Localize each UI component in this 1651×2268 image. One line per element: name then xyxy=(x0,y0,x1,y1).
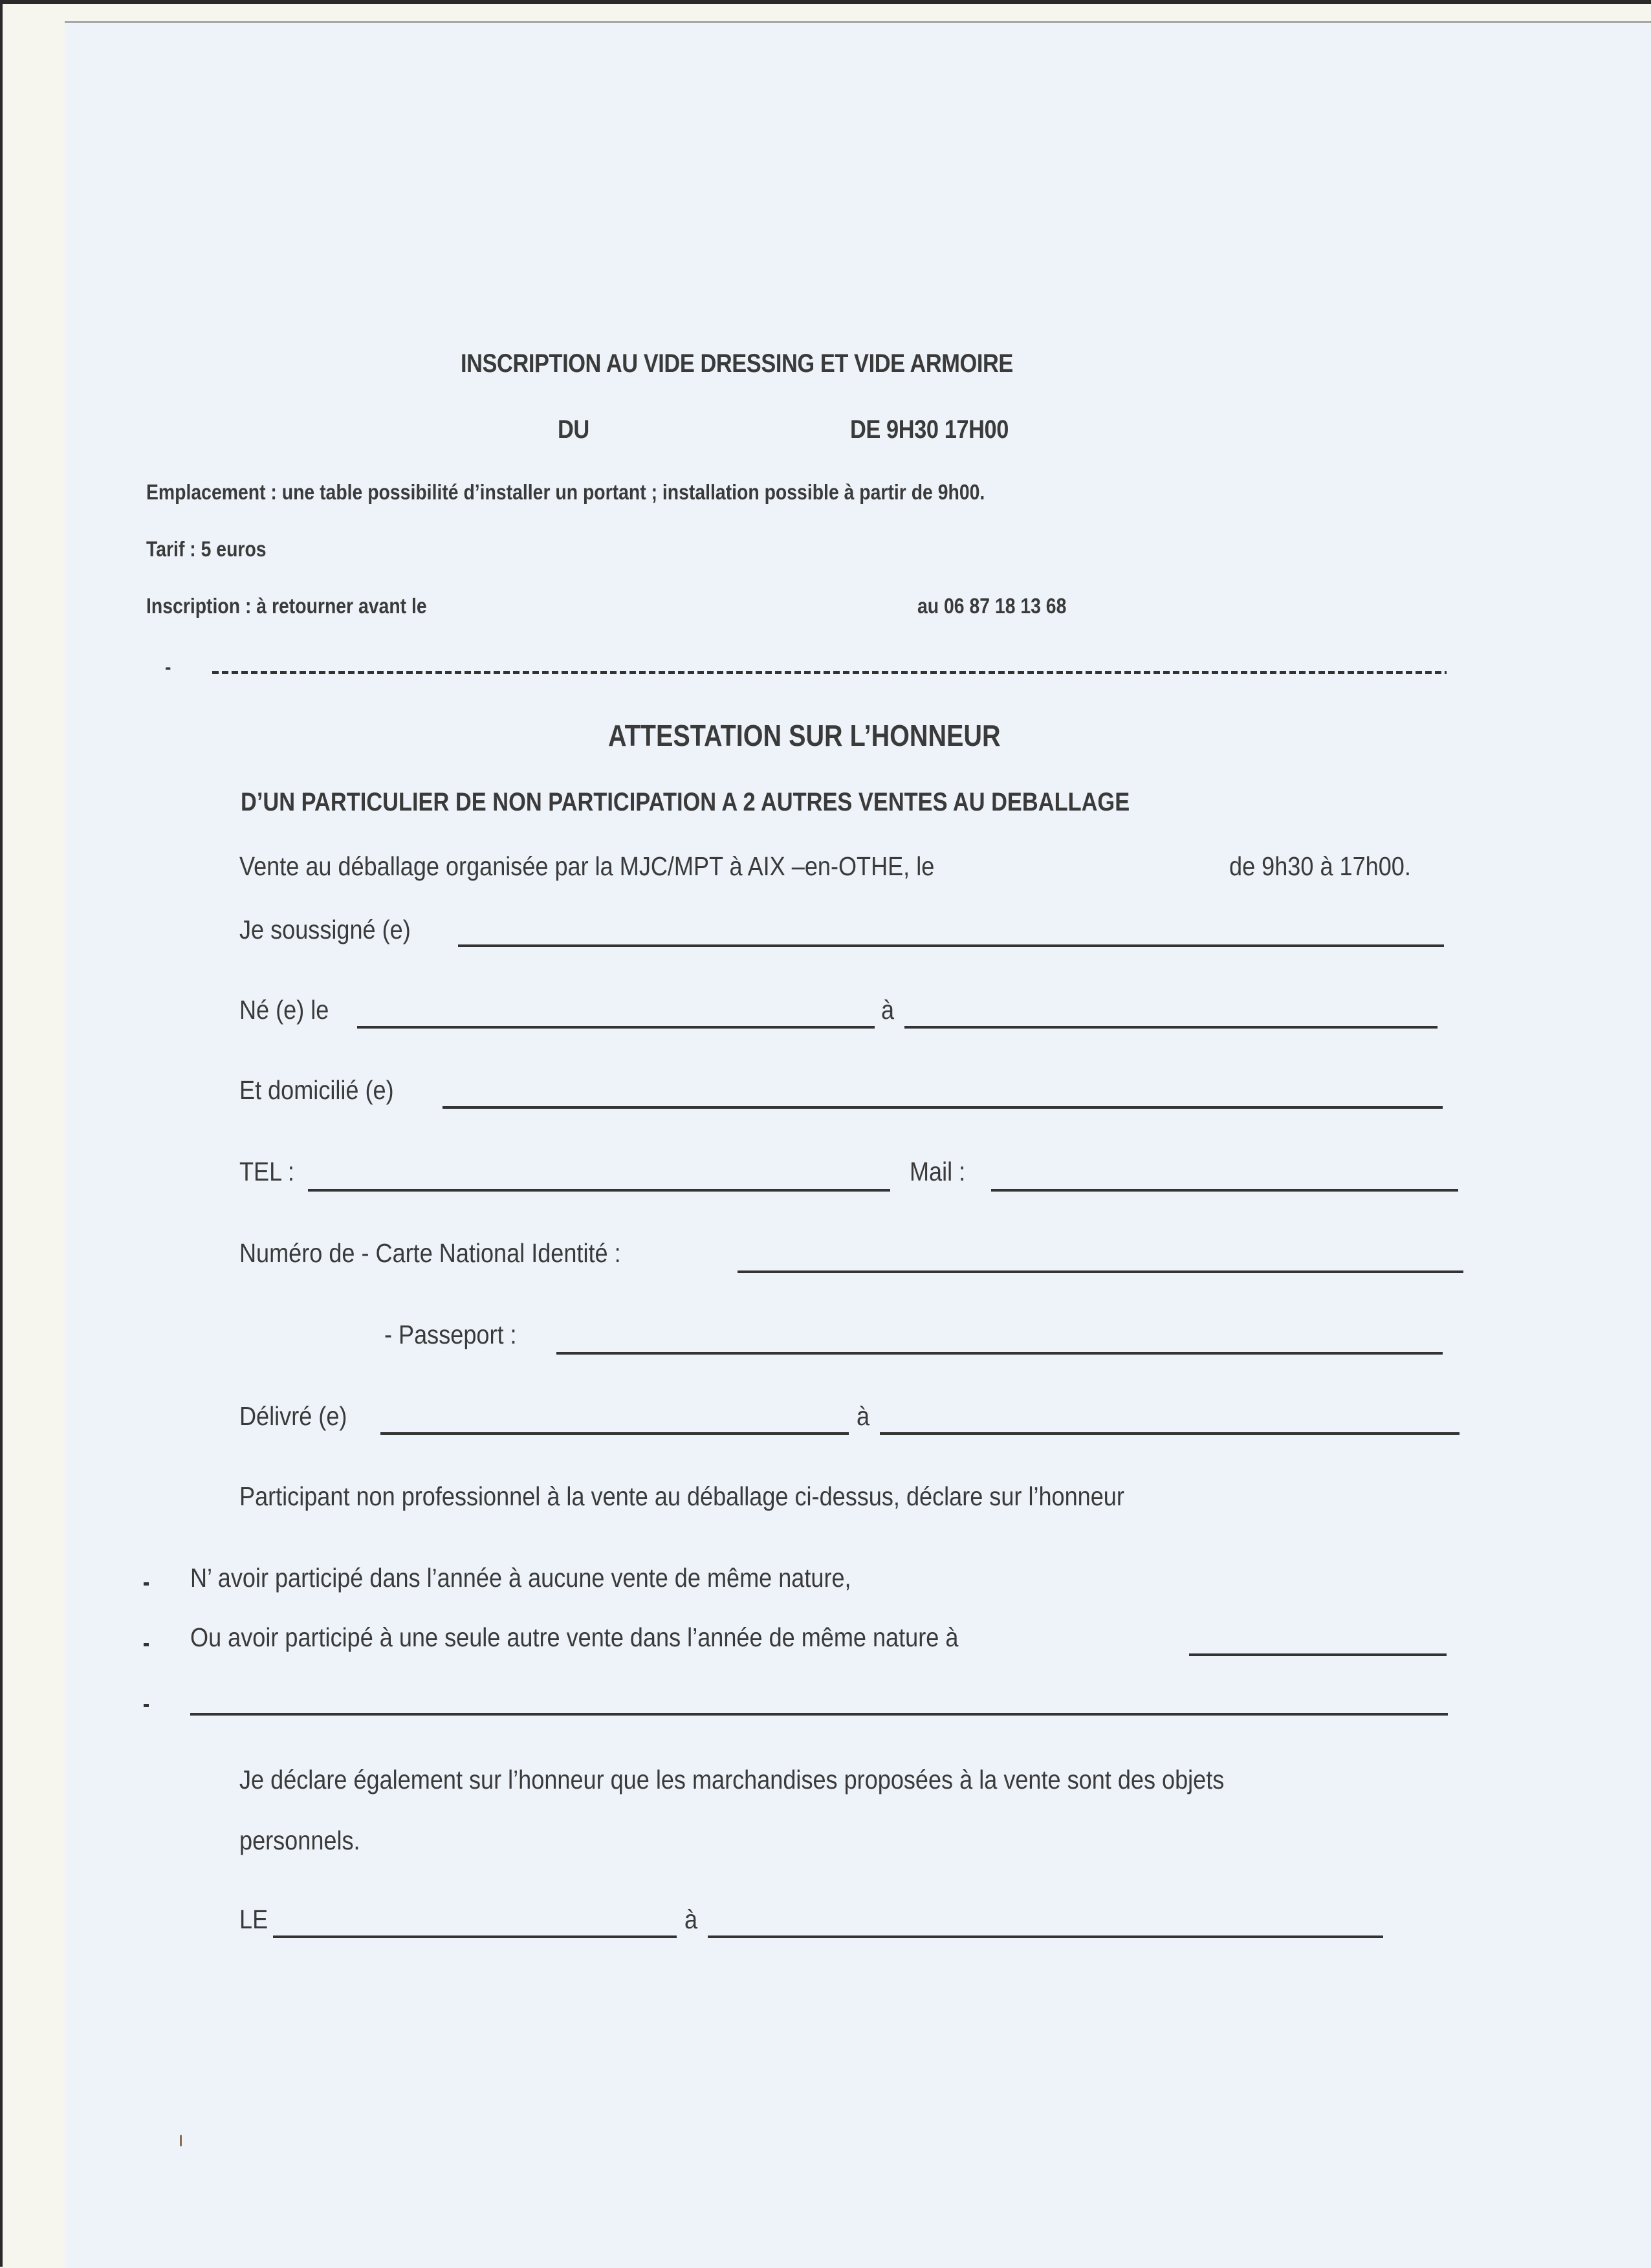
option-bullet xyxy=(144,1704,149,1707)
birth-date-label: Né (e) le xyxy=(239,995,329,1025)
address-label: Et domicilié (e) xyxy=(239,1075,394,1105)
signature-date-field[interactable] xyxy=(273,1935,677,1938)
sale-hours: de 9h30 à 17h00. xyxy=(1229,851,1411,881)
tel-label: TEL : xyxy=(239,1157,294,1186)
emplacement-text: Emplacement : une table possibilité d’installer un portant ; installation possible à partir de 9h00. xyxy=(146,480,985,504)
cut-separator-line xyxy=(212,671,1447,674)
date-prefix: DU xyxy=(558,415,589,444)
passport-field[interactable] xyxy=(556,1352,1443,1355)
mail-field[interactable] xyxy=(991,1189,1458,1192)
other-sale-place-field[interactable] xyxy=(1189,1653,1447,1656)
issued-date-field[interactable] xyxy=(380,1432,849,1435)
option-one-participation: Ou avoir participé à une seule autre vente dans l’année de même nature à xyxy=(190,1622,959,1652)
option-bullet xyxy=(144,1582,149,1586)
option-bullet xyxy=(144,1643,149,1646)
signature-place-field[interactable] xyxy=(708,1935,1383,1938)
mail-label: Mail : xyxy=(910,1157,966,1186)
birth-date-field[interactable] xyxy=(357,1026,875,1029)
option-no-participation: N’ avoir participé dans l’année à aucune vente de même nature, xyxy=(190,1563,851,1593)
birth-place-label: à xyxy=(881,995,895,1025)
event-hours: DE 9H30 17H00 xyxy=(850,415,1009,444)
id-card-field[interactable] xyxy=(738,1270,1463,1273)
issued-date-label: Délivré (e) xyxy=(239,1401,347,1431)
issued-place-field[interactable] xyxy=(880,1432,1460,1435)
soussigne-label: Je soussigné (e) xyxy=(239,915,411,944)
inscription-text: Inscription : à retourner avant le xyxy=(146,594,427,618)
attestation-title: ATTESTATION SUR L’HONNEUR xyxy=(608,719,1001,752)
scan-edge-left xyxy=(0,0,3,2267)
closing-statement-line2: personnels. xyxy=(239,1826,360,1855)
soussigne-field[interactable] xyxy=(458,944,1444,947)
scan-edge-top xyxy=(0,0,1651,4)
separator-bullet: - xyxy=(165,655,171,679)
closing-statement-line1: Je déclare également sur l’honneur que les marchandises proposées à la vente sont des objets xyxy=(239,1765,1225,1794)
phone-number: au 06 87 18 13 68 xyxy=(917,594,1067,618)
signature-date-label: LE xyxy=(239,1904,268,1934)
tarif-text: Tarif : 5 euros xyxy=(146,537,267,561)
id-card-label: Numéro de - Carte National Identité : xyxy=(239,1238,621,1268)
page-title: INSCRIPTION AU VIDE DRESSING ET VIDE ARMOIRE xyxy=(461,349,1013,378)
declaration-text: Participant non professionnel à la vente au déballage ci-dessus, déclare sur l’honneur xyxy=(239,1481,1124,1511)
attestation-subtitle: D’UN PARTICULIER DE NON PARTICIPATION A 2 AUTRES VENTES AU DEBALLAGE xyxy=(241,788,1130,816)
option-extra-field[interactable] xyxy=(190,1713,1448,1716)
passport-label: - Passeport : xyxy=(384,1320,517,1349)
issued-place-label: à xyxy=(857,1401,870,1431)
signature-place-label: à xyxy=(684,1904,698,1934)
scan-speck xyxy=(180,2135,182,2146)
address-field[interactable] xyxy=(443,1106,1443,1109)
birth-place-field[interactable] xyxy=(904,1026,1438,1029)
sale-intro: Vente au déballage organisée par la MJC/MPT à AIX –en-OTHE, le xyxy=(239,851,935,881)
tel-field[interactable] xyxy=(308,1189,890,1192)
